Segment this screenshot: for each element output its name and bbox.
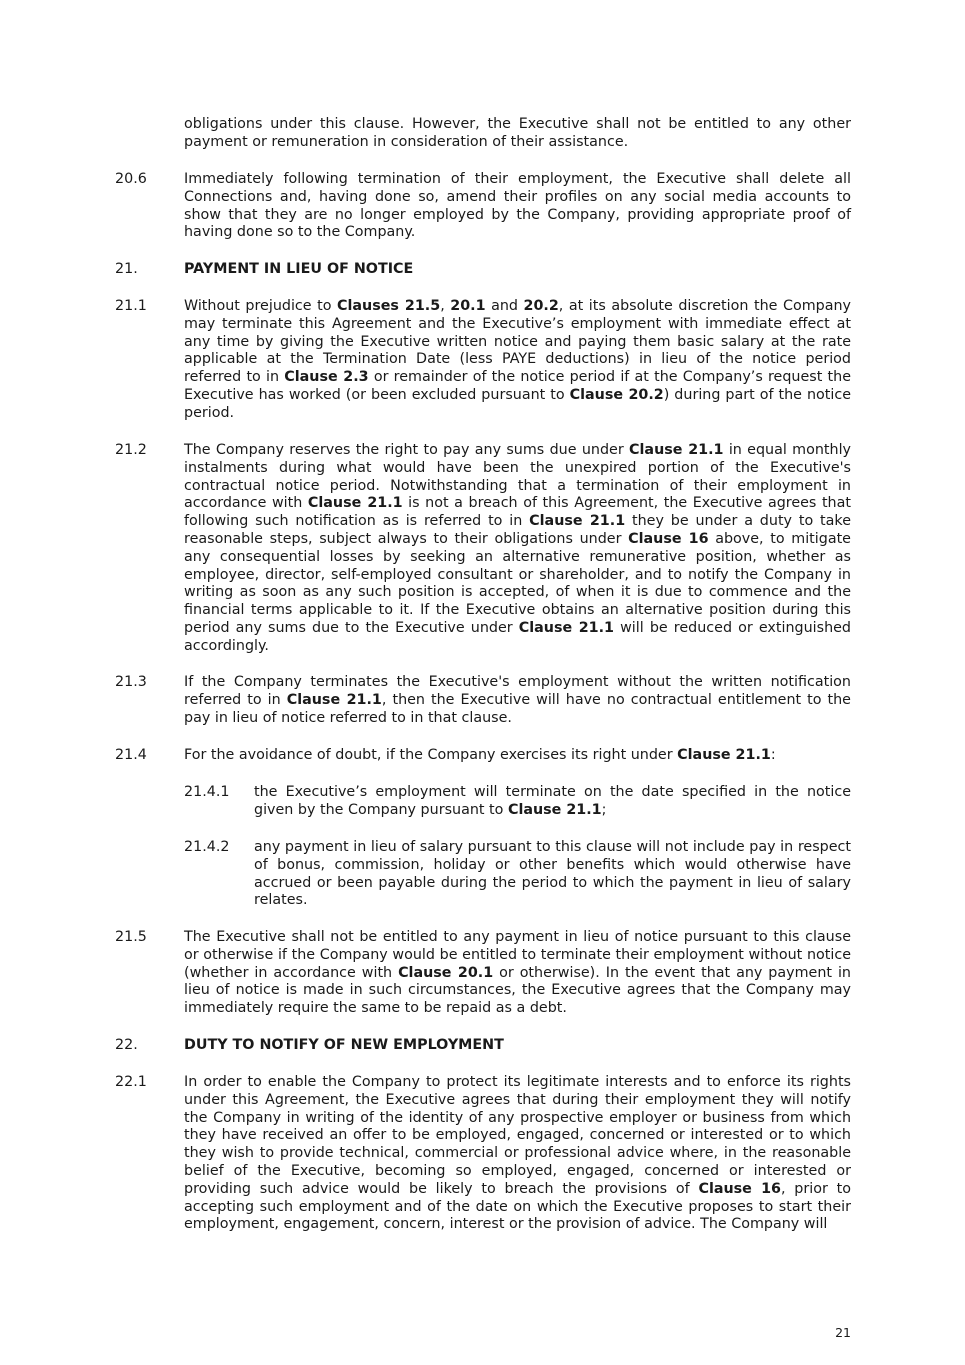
clause-reference: Clauses 21.5 bbox=[337, 298, 441, 314]
clause-text bbox=[184, 747, 851, 765]
clause-number: 21.5 bbox=[115, 929, 147, 945]
paragraph-text: obligations under this clause. However, the Executive shall not be entitled to any other payment or remuneration in consideration of their assistance. bbox=[184, 116, 851, 150]
text-run: above, to mitigate any consequential losses by seeking an alternative remunerative position, whether as employee, director, self-employed consultant or shareholder, and to notify the Company in writing as soon as any such position is accepted, of when it is due to commence and the financial terms applicable to it. If the Executive obtains an alternative position during this period any sums due to the Executive under bbox=[184, 530, 851, 636]
clause-21-4-2 bbox=[184, 839, 851, 910]
clause-number: 21.2 bbox=[115, 442, 147, 458]
text-run: , bbox=[440, 298, 451, 314]
text-run: The Company reserves the right to pay any sums due under bbox=[184, 442, 630, 458]
clause-reference: Clause 21.1 bbox=[529, 513, 626, 530]
text-run: they be under a duty to take reasonable steps, subject always to their obligations under bbox=[184, 513, 851, 547]
text-run: ; bbox=[601, 801, 607, 818]
subclause-text: any payment in lieu of salary pursuant to this clause will not include pay in respect of bonus, commission, holiday or other benefits which would otherwise have accrued or been payable during the period to which the payment in lieu of salary relates. bbox=[254, 839, 851, 909]
text-run: In order to enable the Company to protect its legitimate interests and to enforce its rights under this Agreement, the Executive agrees that during their employment they will notify the Company in writing of the identity of any prospective employer or business from which they have received an offer to be employed, engaged, concerned or interested or to which they wish to provide technical, commercial or professional advice where, in the reasonable belief of the Executive, becoming so employed, engaged, concerned or interested or providing such advice would be likely to breach the provisions of bbox=[184, 1074, 851, 1197]
text-run: For the avoidance of doubt, if the Company exercises its right under bbox=[184, 747, 678, 763]
clause-number: 21.3 bbox=[115, 674, 147, 690]
section-number: 22. bbox=[115, 1037, 138, 1053]
clause-21-4 bbox=[115, 747, 851, 765]
text-run: Without prejudice to bbox=[184, 298, 337, 314]
clause-text bbox=[184, 1074, 851, 1234]
clause-reference: Clause 16 bbox=[698, 1180, 781, 1197]
clause-20-5-continuation bbox=[115, 116, 851, 152]
clause-text: Immediately following termination of their employment, the Executive shall delete all Connections and, having done so, amend their profiles on any social media accounts to show that they are no longer employed by the Company, providing appropriate proof of having done so to the Company. bbox=[184, 171, 851, 241]
text-run: The Executive shall not be entitled to any payment in lieu of notice pursuant to this clause or otherwise if the Company would be entitled to terminate their employment without notice (whether in accordance with bbox=[184, 929, 851, 981]
section-number: 21. bbox=[115, 261, 138, 277]
text-run: ) during part of the notice period. bbox=[184, 386, 851, 421]
clause-22-1 bbox=[115, 1074, 851, 1234]
text-run: will be reduced or extinguished accordingly. bbox=[184, 619, 851, 654]
text-run: or remainder of the notice period if at the Company’s request the Executive has worked (or been excluded pursuant to bbox=[184, 369, 851, 403]
clause-21-2 bbox=[115, 442, 851, 656]
text-run: , then the Executive will have no contractual entitlement to the pay in lieu of notice referred to in that clause. bbox=[184, 691, 851, 726]
clause-number: 21.4 bbox=[115, 747, 147, 763]
section-22-heading bbox=[115, 1037, 851, 1055]
text-run: in equal monthly instalments during what would have been the unexpired portion of the Executive's contractual notice period. Notwithstanding that a termination of their employment in accordance with bbox=[184, 442, 852, 512]
text-run: is not a breach of this Agreement, the Executive agrees that following such notification as is referred to in bbox=[184, 495, 851, 530]
clause-reference: Clause 2.3 bbox=[284, 369, 369, 386]
clause-reference: Clause 21.1 bbox=[307, 495, 403, 512]
clause-reference: Clause 21.1 bbox=[286, 691, 382, 708]
text-run: or otherwise). In the event that any payment in lieu of notice is made in such circumstances, the Executive agrees that the Company may immediately require the same to be repaid as a debt. bbox=[184, 964, 851, 1017]
clause-21-1 bbox=[115, 298, 851, 423]
text-run: If the Company terminates the Executive's employment without the written notification referred to in bbox=[184, 674, 851, 708]
clause-reference: Clause 21.1 bbox=[677, 747, 771, 763]
clause-reference: Clause 16 bbox=[628, 530, 709, 547]
clause-reference: 20.1 bbox=[450, 298, 486, 314]
clause-text bbox=[184, 674, 851, 727]
clause-text bbox=[184, 298, 851, 423]
text-run: , prior to accepting such employment and of the date on which the Executive proposes to start their employment, engagement, concern, interest or the provision of advice. The Company will bbox=[184, 1180, 851, 1233]
clause-text bbox=[184, 929, 851, 1018]
section-title: PAYMENT IN LIEU OF NOTICE bbox=[184, 261, 414, 277]
clause-number: 21.1 bbox=[115, 298, 147, 314]
clause-21-5 bbox=[115, 929, 851, 1018]
page-number: 21 bbox=[835, 1325, 851, 1340]
text-run: : bbox=[770, 747, 776, 763]
subclause-text bbox=[254, 784, 851, 820]
section-title: DUTY TO NOTIFY OF NEW EMPLOYMENT bbox=[184, 1037, 504, 1053]
subclause-number: 21.4.2 bbox=[184, 839, 230, 855]
clause-reference: 20.2 bbox=[523, 298, 559, 314]
text-run: and bbox=[485, 298, 524, 314]
clause-text bbox=[184, 442, 851, 656]
clause-reference: Clause 20.1 bbox=[398, 964, 494, 981]
text-run: the Executive’s employment will terminate on the date specified in the notice given by the Company pursuant to bbox=[254, 784, 851, 818]
clause-number: 22.1 bbox=[115, 1074, 147, 1090]
clause-21-4-1 bbox=[184, 784, 851, 820]
clause-reference: Clause 20.2 bbox=[569, 386, 664, 403]
section-21-heading bbox=[115, 261, 851, 279]
clause-reference: Clause 21.1 bbox=[507, 801, 602, 818]
subclause-number: 21.4.1 bbox=[184, 784, 230, 800]
clause-21-3 bbox=[115, 674, 851, 727]
clause-reference: Clause 21.1 bbox=[518, 619, 615, 636]
clause-20-6 bbox=[115, 171, 851, 242]
clause-reference: Clause 21.1 bbox=[629, 442, 724, 458]
clause-number: 20.6 bbox=[115, 171, 147, 187]
text-run: , at its absolute discretion the Company may terminate this Agreement and the Executive’s employment with immediate effect at any time by giving the Executive written notice and paying them basic salary at the rate applicable at the Termination Date (less PAYE deductions) in lieu of the notice period referred to in bbox=[184, 298, 851, 386]
